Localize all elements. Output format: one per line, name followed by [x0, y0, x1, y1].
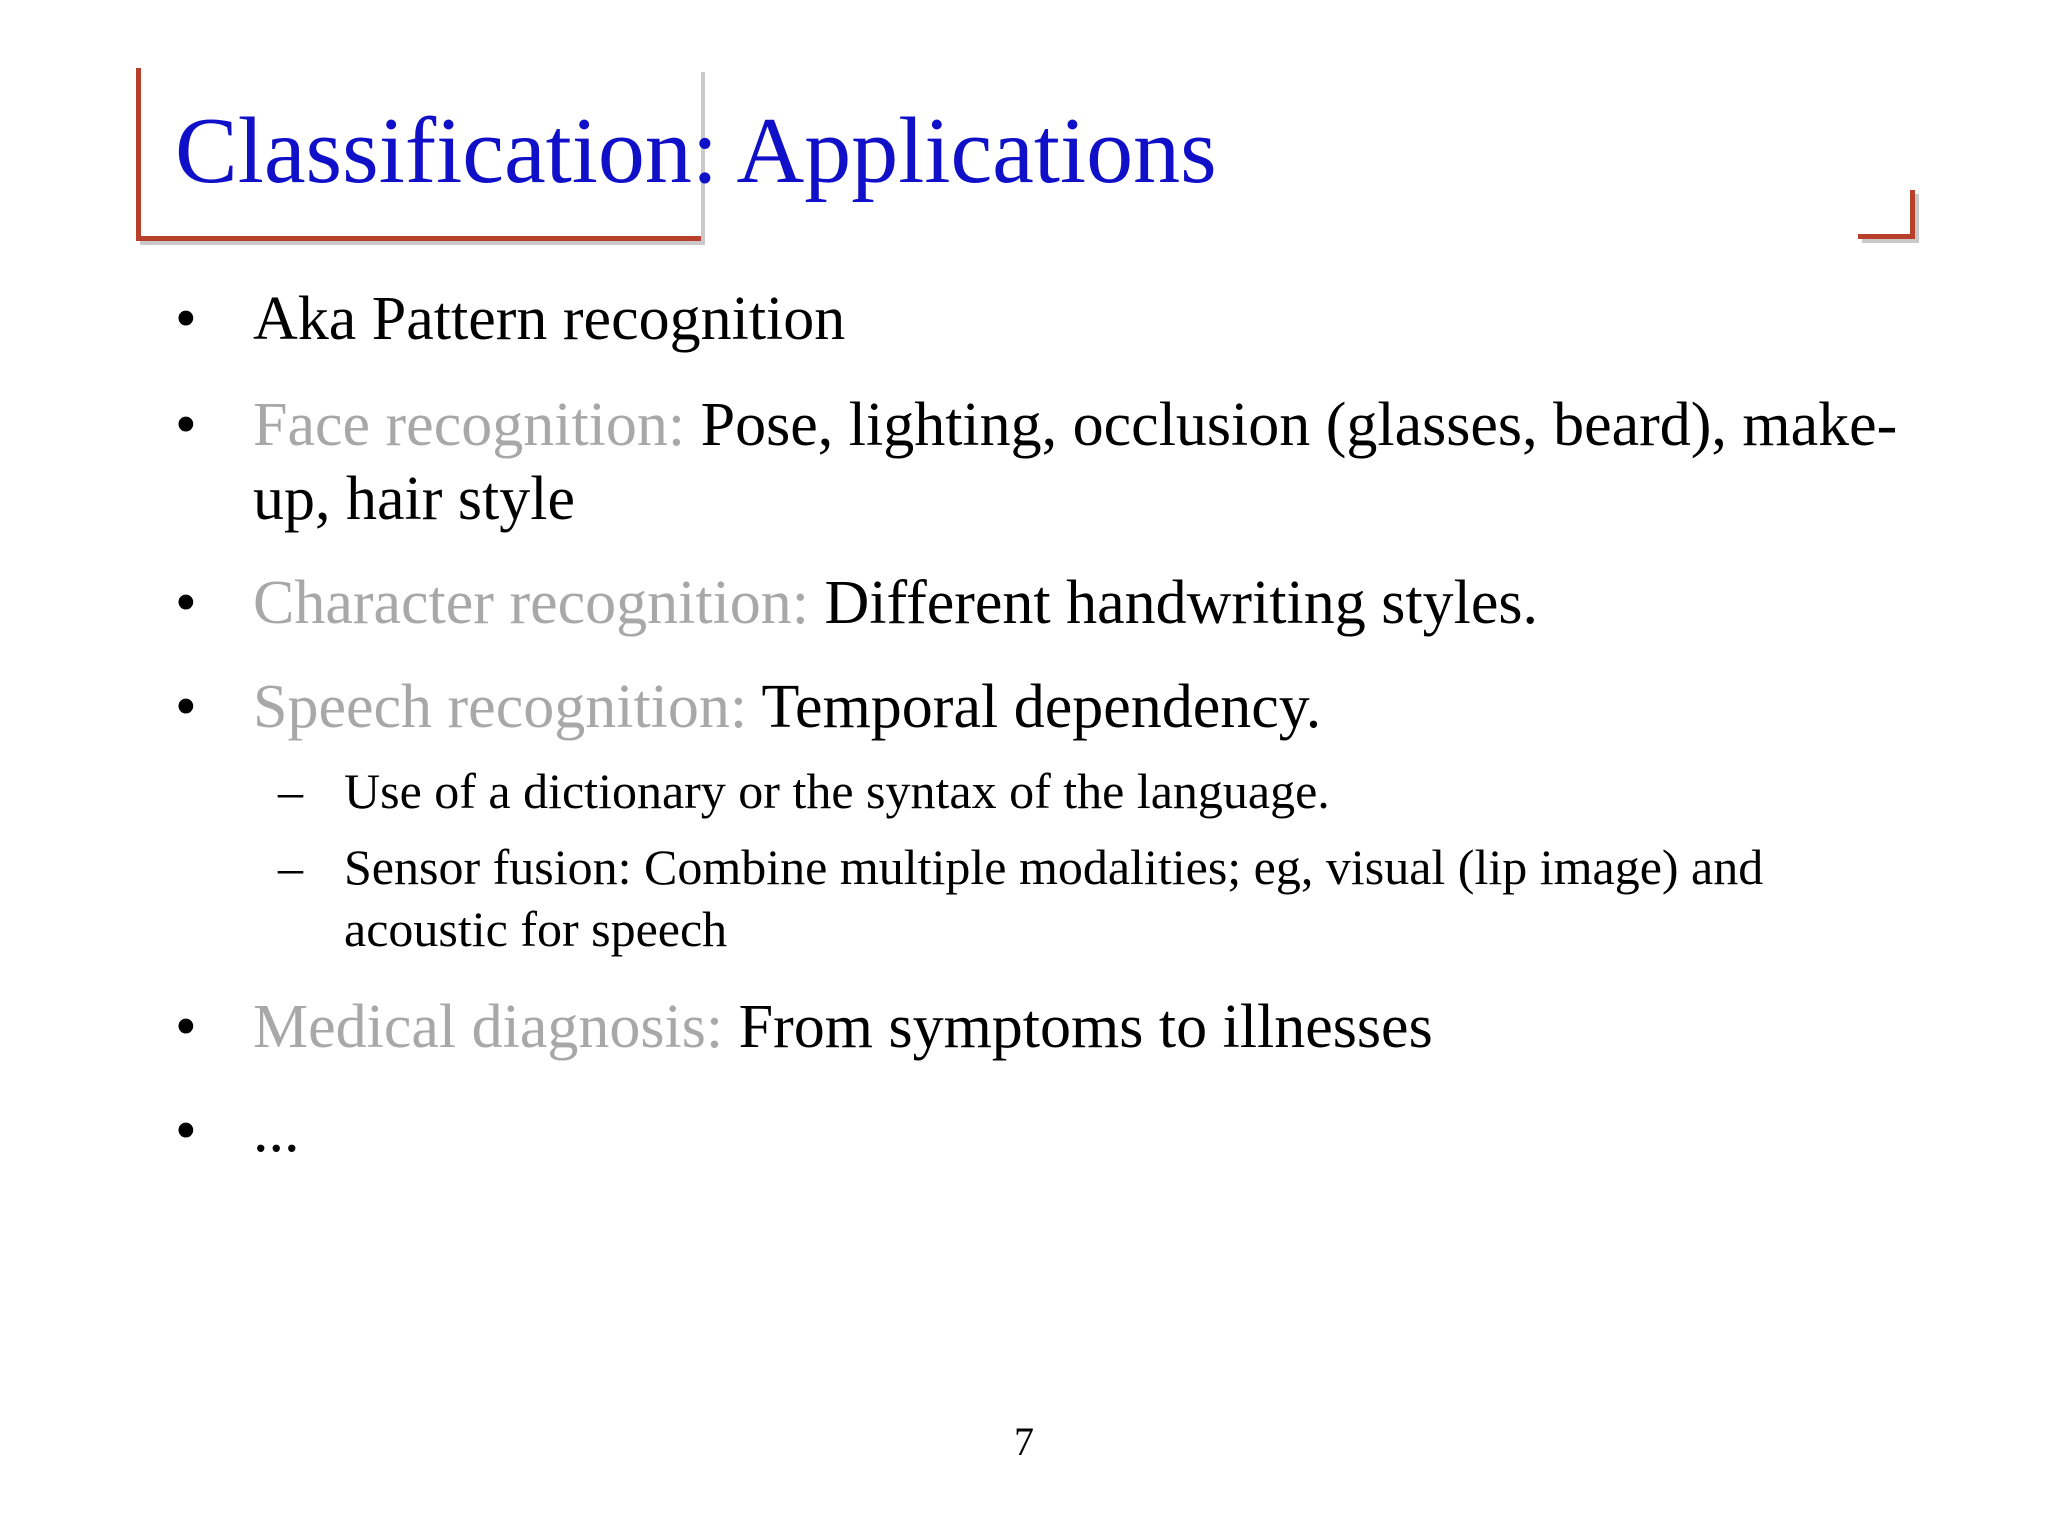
- bullet-content: [253, 990, 1913, 1064]
- sub-bullet-text: Sensor fusion: Combine multiple modalities; eg, visual (lip image) and acoustic for speech: [344, 839, 1764, 957]
- bullet-lead-term: Character recognition:: [253, 569, 810, 637]
- dash-icon: –: [278, 839, 303, 895]
- bullet-text: ...: [253, 1097, 300, 1165]
- bullet-text: Temporal dependency.: [761, 673, 1322, 741]
- bullet-lead-term: Medical diagnosis:: [253, 993, 724, 1061]
- bullet-text: Aka Pattern recognition: [253, 285, 846, 353]
- bullet-dot-icon: •: [175, 673, 197, 741]
- bullet-content: [253, 1094, 1913, 1168]
- bullet-text: Different handwriting styles.: [824, 569, 1538, 637]
- bullet-lead-term: Face recognition:: [253, 391, 686, 459]
- dash-icon: –: [278, 763, 303, 819]
- page-number: 7: [1014, 1419, 1034, 1464]
- bullet-content: [253, 282, 1913, 356]
- bullet-dot-icon: •: [175, 391, 197, 459]
- bullet-text: From symptoms to illnesses: [738, 993, 1433, 1061]
- bullet-dot-icon: •: [175, 569, 197, 637]
- bullet-dot-icon: •: [175, 285, 197, 353]
- bullet-content: [253, 566, 1913, 640]
- bullet-content: [253, 670, 1913, 744]
- bullet-content: [253, 388, 1913, 536]
- title-frame-right-bracket: [1858, 190, 1915, 239]
- bullet-text: Pose, lighting, occlusion (glasses, beard), make-up, hair style: [253, 391, 1898, 533]
- sub-bullet-text: Use of a dictionary or the syntax of the language.: [344, 763, 1330, 819]
- bullet-dot-icon: •: [175, 1097, 197, 1165]
- slide-title: Classification: Applications: [175, 99, 1217, 203]
- bullet-dot-icon: •: [175, 993, 197, 1061]
- bullet-lead-term: Speech recognition:: [253, 673, 748, 741]
